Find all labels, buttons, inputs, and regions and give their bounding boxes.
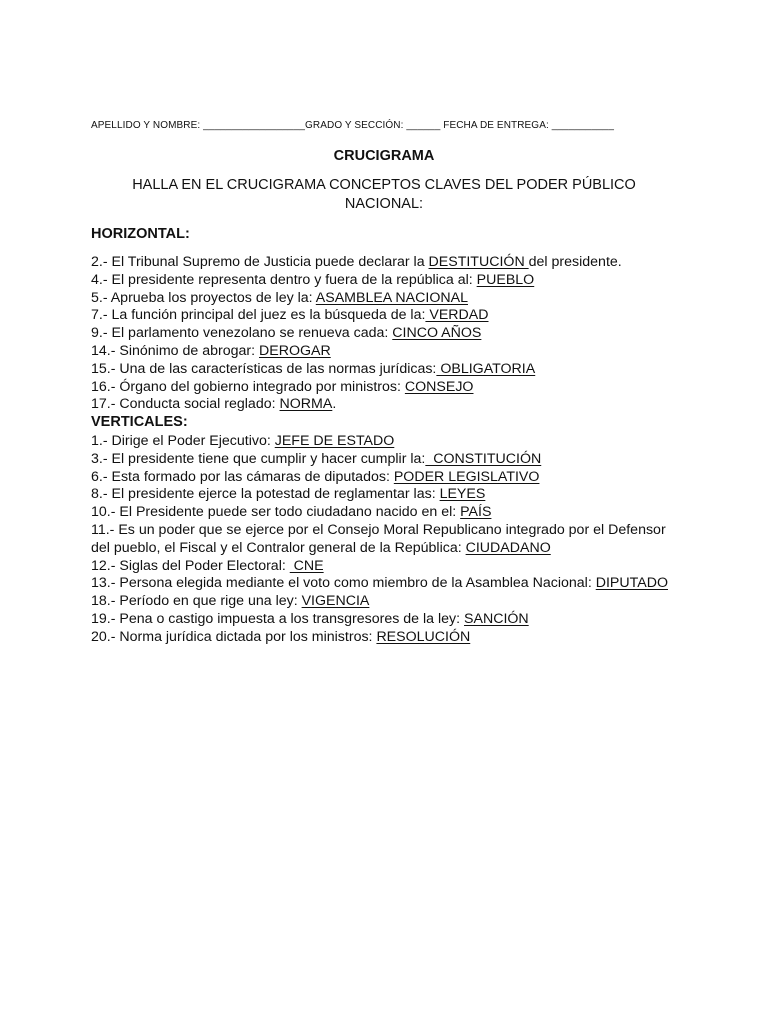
clue-item (91, 629, 681, 647)
clue-text: 10.- El Presidente puede ser todo ciudadano nacido en el: (91, 504, 461, 521)
clue-item (91, 307, 681, 325)
clue-answer: CIUDADANO (465, 539, 551, 556)
clue-suffix: . (332, 396, 337, 413)
clue-text: 2.- El Tribunal Supremo de Justicia puede declarar la (91, 254, 429, 270)
clue-item (91, 343, 681, 361)
vertical-heading: VERTICALES: (91, 414, 188, 430)
clue-text: 6.- Esta formado por las cámaras de diputados: (91, 468, 394, 485)
clue-answer: PAÍS (460, 504, 492, 521)
clue-answer: SANCIÓN (464, 610, 529, 627)
clue-answer: PUEBLO (476, 271, 535, 288)
clue-answer: RESOLUCIÓN (376, 628, 471, 645)
clue-text: 5.- Aprueba los proyectos de ley la: (91, 289, 316, 306)
clue-item (91, 272, 681, 290)
clue-answer: ASAMBLEA NACIONAL (315, 289, 468, 306)
clue-item (91, 451, 681, 469)
student-info-line: APELLIDO Y NOMBRE: __________________GRADO Y SECCIÓN: ______ FECHA DE ENTREGA: ___________ (91, 120, 614, 131)
clue-answer: CNE (289, 557, 324, 574)
clue-answer: DIPUTADO (595, 575, 668, 592)
clue-text: 13.- Persona elegida mediante el voto como miembro de la Asamblea Nacional: (91, 575, 596, 592)
clue-item (91, 433, 681, 451)
clue-text: 16.- Órgano del gobierno integrado por ministros: (91, 378, 405, 395)
clue-answer: LEYES (439, 486, 486, 503)
clue-text: 19.- Pena o castigo impuesta a los transgresores de la ley: (91, 610, 465, 627)
clue-answer: CINCO AÑOS (392, 325, 482, 342)
clue-item (91, 486, 681, 504)
horizontal-heading: HORIZONTAL: (91, 226, 190, 242)
clue-text: 15.- Una de las características de las normas jurídicas: (91, 360, 437, 377)
clue-item (91, 254, 681, 272)
clue-item (91, 469, 681, 487)
clue-text: 1.- Dirige el Poder Ejecutivo: (91, 433, 275, 449)
clue-text: 8.- El presidente ejerce la potestad de reglamentar las: (91, 486, 440, 503)
clue-item (91, 325, 681, 343)
clue-answer: CONSEJO (404, 378, 474, 395)
clue-item (91, 558, 681, 576)
clue-answer: DESTITUCIÓN (428, 254, 529, 270)
clue-text: 3.- El presidente tiene que cumplir y hacer cumplir la: (91, 450, 426, 467)
clue-answer: CONSTITUCIÓN (425, 450, 542, 467)
clue-text: 20.- Norma jurídica dictada por los ministros: (91, 628, 377, 645)
clue-answer: OBLIGATORIA (436, 360, 536, 377)
clue-answer: VIGENCIA (301, 593, 370, 610)
instructions: HALLA EN EL CRUCIGRAMA CONCEPTOS CLAVES DEL PODER PÚBLICO NACIONAL: (132, 177, 636, 212)
clue-answer: NORMA (279, 396, 333, 413)
clue-item (91, 593, 681, 611)
clue-text: 17.- Conducta social reglado: (91, 396, 280, 413)
clue-answer: JEFE DE ESTADO (274, 433, 395, 449)
clue-item (91, 379, 681, 397)
clue-item (91, 290, 681, 308)
clue-suffix: del presidente. (528, 254, 622, 270)
clue-text: 14.- Sinónimo de abrogar: (91, 342, 259, 359)
clue-item (91, 522, 681, 558)
clue-text: 4.- El presidente representa dentro y fuera de la república al: (91, 271, 477, 288)
clue-text: 7.- La función principal del juez es la búsqueda de la: (91, 307, 426, 324)
clue-text: 18.- Período en que rige una ley: (91, 593, 302, 610)
clue-item (91, 361, 681, 379)
horizontal-clue-list (91, 254, 681, 414)
page-title: CRUCIGRAMA (333, 148, 435, 164)
clue-answer: DEROGAR (259, 342, 331, 359)
vertical-clue-list (91, 433, 681, 647)
clue-item (91, 396, 681, 414)
clue-text: 9.- El parlamento venezolano se renueva cada: (91, 325, 393, 342)
clue-text: 12.- Siglas del Poder Electoral: (91, 557, 290, 574)
clue-item (91, 611, 681, 629)
clue-item (91, 575, 681, 593)
clue-answer: PODER LEGISLATIVO (393, 468, 540, 485)
clue-answer: VERDAD (425, 307, 489, 324)
clue-item (91, 504, 681, 522)
clue-text: 11.- Es un poder que se ejerce por el Consejo Moral Republicano integrado por el Defensor del pueblo, el Fiscal y el Contralor general de la República: (91, 521, 666, 556)
